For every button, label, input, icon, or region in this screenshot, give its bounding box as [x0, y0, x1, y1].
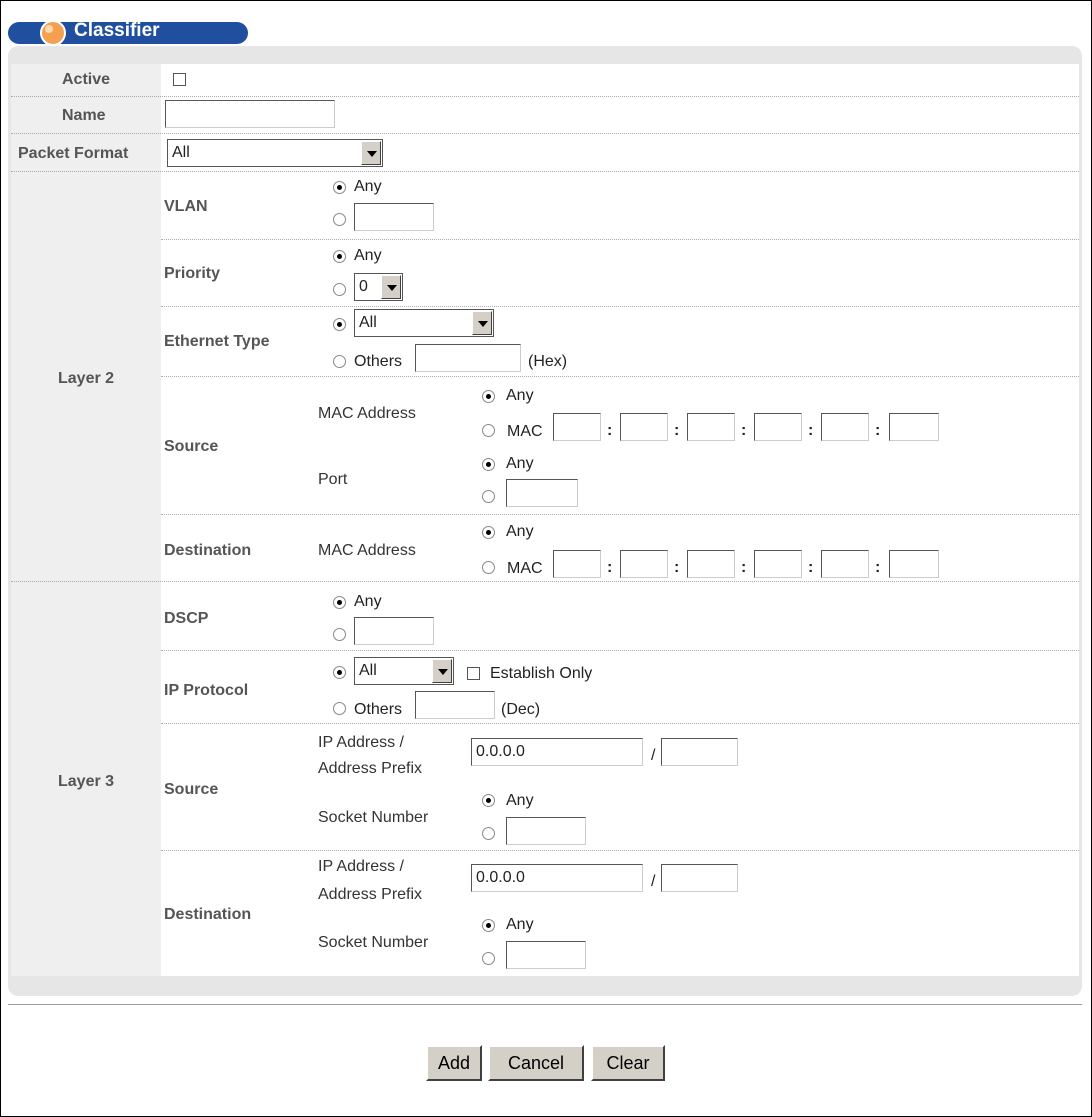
orb-icon — [41, 21, 65, 45]
l3-source-socket-any-radio[interactable] — [482, 794, 495, 807]
divider — [11, 171, 1079, 172]
slash-separator: / — [651, 873, 656, 890]
l2-source-mac-octet-input[interactable] — [821, 413, 869, 441]
l2-destination-mac-octet-input[interactable] — [620, 550, 668, 578]
divider — [161, 514, 1079, 515]
l2-source-mac-any-radio[interactable] — [482, 390, 495, 403]
colon-separator: : — [808, 559, 814, 576]
ethernet-type-label: Ethernet Type — [164, 333, 270, 350]
slash-separator: / — [651, 747, 656, 764]
ethernet-type-others-radio[interactable] — [333, 355, 346, 368]
establish-only-checkbox[interactable] — [467, 667, 480, 680]
l3-source-label: Source — [164, 781, 219, 798]
l2-source-mac-octet-input[interactable] — [754, 413, 802, 441]
vlan-any-radio[interactable] — [333, 181, 346, 194]
l3-source-ip-value: 0.0.0.0 — [476, 743, 525, 760]
l3-source-ip-address-label: IP Address / — [318, 734, 404, 751]
ip-protocol-select[interactable] — [354, 657, 454, 685]
l3-destination-address-prefix-label: Address Prefix — [318, 886, 423, 903]
l2-source-port-label: Port — [318, 471, 348, 488]
add-button[interactable]: Add — [426, 1045, 482, 1081]
l3-destination-socket-radio[interactable] — [482, 952, 495, 965]
chevron-down-icon[interactable] — [381, 275, 401, 299]
l2-source-mac-label: MAC — [507, 423, 543, 440]
l2-source-mac-octet-input[interactable] — [553, 413, 601, 441]
l2-source-port-radio[interactable] — [482, 490, 495, 503]
colon-separator: : — [741, 559, 747, 576]
l3-source-socket-number-label: Socket Number — [318, 809, 429, 826]
l3-source-address-prefix-label: Address Prefix — [318, 760, 423, 777]
l2-source-port-any-radio[interactable] — [482, 458, 495, 471]
colon-separator: : — [607, 559, 613, 576]
l3-destination-socket-any-radio[interactable] — [482, 919, 495, 932]
divider — [11, 96, 1079, 97]
l2-destination-label: Destination — [164, 542, 252, 559]
l3-source-socket-radio[interactable] — [482, 827, 495, 840]
ethernet-type-others-label: Others — [354, 353, 403, 370]
colon-separator: : — [741, 422, 747, 439]
l2-source-mac-radio[interactable] — [482, 424, 495, 437]
l3-source-socket-any-label: Any — [506, 792, 534, 809]
vlan-value-radio[interactable] — [333, 213, 346, 226]
l2-destination-mac-any-radio[interactable] — [482, 526, 495, 539]
l3-destination-prefix-input[interactable] — [661, 864, 738, 892]
cancel-button[interactable]: Cancel — [488, 1045, 584, 1081]
dec-label: (Dec) — [501, 701, 541, 718]
divider — [161, 239, 1079, 240]
colon-separator: : — [674, 559, 680, 576]
layer3-label: Layer 3 — [58, 773, 115, 790]
l2-source-mac-address-label: MAC Address — [318, 405, 416, 422]
l3-destination-ip-value: 0.0.0.0 — [476, 869, 525, 886]
ethernet-type-all-radio[interactable] — [333, 318, 346, 331]
l2-source-mac-any-label: Any — [506, 387, 534, 404]
dscp-label: DSCP — [164, 610, 209, 627]
establish-only-label: Establish Only — [490, 665, 593, 682]
ip-protocol-dec-input[interactable] — [415, 691, 495, 719]
hex-label: (Hex) — [528, 353, 568, 370]
divider — [11, 581, 1079, 582]
l2-destination-mac-octet-input[interactable] — [687, 550, 735, 578]
dscp-any-label: Any — [354, 593, 382, 610]
active-checkbox[interactable] — [173, 73, 186, 86]
l3-destination-socket-any-label: Any — [506, 916, 534, 933]
priority-value: 0 — [359, 278, 368, 295]
l2-source-mac-octet-input[interactable] — [889, 413, 939, 441]
l2-destination-mac-octet-input[interactable] — [821, 550, 869, 578]
l3-destination-socket-number-label: Socket Number — [318, 934, 429, 951]
l3-source-ip-input[interactable] — [471, 738, 643, 766]
vlan-input[interactable] — [354, 203, 434, 231]
l3-destination-socket-input[interactable] — [506, 941, 586, 969]
l3-destination-ip-input[interactable] — [471, 864, 643, 892]
dscp-input[interactable] — [354, 617, 434, 645]
l2-source-port-input[interactable] — [506, 479, 578, 507]
ethernet-type-value: All — [359, 314, 377, 331]
vlan-any-label: Any — [354, 178, 382, 195]
divider — [161, 850, 1079, 851]
packet-format-value: All — [172, 144, 190, 161]
l2-destination-mac-octet-input[interactable] — [553, 550, 601, 578]
colon-separator: : — [875, 422, 881, 439]
colon-separator: : — [674, 422, 680, 439]
l2-destination-mac-any-label: Any — [506, 523, 534, 540]
ip-protocol-label: IP Protocol — [164, 682, 249, 699]
divider — [161, 723, 1079, 724]
active-label: Active — [62, 71, 111, 88]
divider — [11, 133, 1079, 134]
divider — [161, 306, 1079, 307]
l2-source-mac-octet-input[interactable] — [687, 413, 735, 441]
dscp-value-radio[interactable] — [333, 628, 346, 641]
ethernet-type-select[interactable] — [354, 309, 494, 337]
ip-protocol-others-radio[interactable] — [333, 702, 346, 715]
l3-source-socket-input[interactable] — [506, 817, 586, 845]
priority-label: Priority — [164, 265, 221, 282]
priority-any-radio[interactable] — [333, 250, 346, 263]
colon-separator: : — [607, 422, 613, 439]
page-title: Classifier — [74, 20, 160, 41]
packet-format-label: Packet Format — [18, 145, 129, 162]
l3-destination-label: Destination — [164, 906, 252, 923]
layer2-label: Layer 2 — [58, 370, 115, 387]
ip-protocol-all-radio[interactable] — [333, 666, 346, 679]
l2-destination-mac-address-label: MAC Address — [318, 542, 416, 559]
priority-value-radio[interactable] — [333, 283, 346, 296]
l2-destination-mac-label: MAC — [507, 560, 543, 577]
name-input[interactable] — [165, 100, 335, 128]
divider — [161, 376, 1079, 377]
l3-destination-ip-address-label: IP Address / — [318, 858, 404, 875]
l2-destination-mac-radio[interactable] — [482, 561, 495, 574]
ip-protocol-value: All — [359, 662, 377, 679]
chevron-down-icon[interactable] — [432, 659, 452, 683]
clear-button[interactable]: Clear — [591, 1045, 665, 1081]
packet-format-select[interactable] — [167, 139, 383, 167]
chevron-down-icon[interactable] — [361, 141, 381, 165]
dscp-any-radio[interactable] — [333, 596, 346, 609]
l2-source-port-any-label: Any — [506, 455, 534, 472]
priority-select[interactable] — [354, 273, 403, 301]
colon-separator: : — [808, 422, 814, 439]
l3-source-prefix-input[interactable] — [661, 738, 738, 766]
name-label: Name — [62, 107, 106, 124]
l2-source-label: Source — [164, 438, 219, 455]
colon-separator: : — [875, 559, 881, 576]
ip-protocol-others-label: Others — [354, 701, 403, 718]
vlan-label: VLAN — [164, 198, 208, 215]
l2-source-mac-octet-input[interactable] — [620, 413, 668, 441]
divider — [161, 650, 1079, 651]
bottom-divider — [8, 1004, 1082, 1006]
ethernet-type-hex-input[interactable] — [415, 344, 521, 372]
priority-any-label: Any — [354, 247, 382, 264]
chevron-down-icon[interactable] — [472, 311, 492, 335]
l2-destination-mac-octet-input[interactable] — [754, 550, 802, 578]
l2-destination-mac-octet-input[interactable] — [889, 550, 939, 578]
